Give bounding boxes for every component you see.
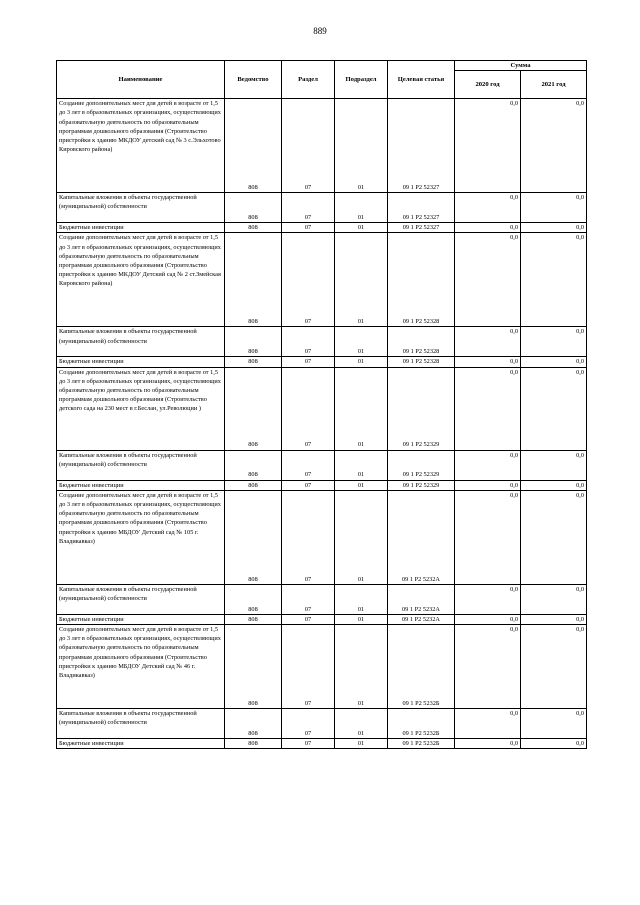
row-section: 07	[282, 223, 335, 233]
row-sum-2021: 0,0	[521, 327, 587, 357]
row-department: 808	[225, 614, 282, 624]
row-department: 808	[225, 490, 282, 584]
table-row	[57, 99, 587, 193]
page-number: 889	[313, 26, 327, 36]
row-section: 07	[282, 450, 335, 480]
row-subsection: 01	[335, 450, 388, 480]
row-target-article: 09 1 Р2 52328	[388, 233, 455, 327]
row-target-article: 09 1 Р2 5232Б	[388, 709, 455, 739]
row-target-article: 09 1 Р2 52329	[388, 450, 455, 480]
row-sum-2020: 0,0	[455, 223, 521, 233]
row-department: 808	[225, 709, 282, 739]
header-subsection: Подраздел	[335, 61, 388, 99]
row-sum-2020: 0,0	[455, 193, 521, 223]
row-department: 808	[225, 625, 282, 709]
row-sum-2021: 0,0	[521, 99, 587, 193]
row-subsection: 01	[335, 490, 388, 584]
row-target-article: 09 1 Р2 52328	[388, 357, 455, 367]
row-section: 07	[282, 614, 335, 624]
row-target-article: 09 1 Р2 5232А	[388, 614, 455, 624]
row-sum-2020: 0,0	[455, 99, 521, 193]
row-name: Капитальные вложения в объекты государственной (муниципальной) собственности	[57, 450, 225, 480]
row-name: Бюджетные инвестиции	[57, 223, 225, 233]
row-department: 808	[225, 480, 282, 490]
table-row	[57, 357, 587, 367]
table-row	[57, 480, 587, 490]
row-section: 07	[282, 490, 335, 584]
row-subsection: 01	[335, 584, 388, 614]
row-subsection: 01	[335, 367, 388, 450]
row-subsection: 01	[335, 625, 388, 709]
row-section: 07	[282, 99, 335, 193]
row-sum-2020: 0,0	[455, 450, 521, 480]
header-sum: Сумма	[455, 61, 587, 71]
table-row	[57, 327, 587, 357]
row-target-article: 09 1 Р2 52327	[388, 193, 455, 223]
row-sum-2020: 0,0	[455, 327, 521, 357]
row-sum-2021: 0,0	[521, 625, 587, 709]
row-name: Капитальные вложения в объекты государственной (муниципальной) собственности	[57, 709, 225, 739]
row-section: 07	[282, 367, 335, 450]
row-sum-2021: 0,0	[521, 614, 587, 624]
row-department: 808	[225, 584, 282, 614]
header-year-2021: 2021 год	[521, 71, 587, 99]
row-section: 07	[282, 233, 335, 327]
table-row	[57, 193, 587, 223]
row-name: Бюджетные инвестиции	[57, 480, 225, 490]
row-section: 07	[282, 709, 335, 739]
row-department: 808	[225, 233, 282, 327]
row-name: Создание дополнительных мест для детей в возрасте от 1,5 до 3 лет в образовательных организациях, осуществляющих образовательную деятельность по образовательным программам дошкольного образования (Строительство пристройки к зданию МБДОУ Детский сад № 105 г. Владикавказ)	[57, 490, 225, 584]
row-sum-2021: 0,0	[521, 223, 587, 233]
row-sum-2021: 0,0	[521, 480, 587, 490]
row-target-article: 09 1 Р2 52329	[388, 480, 455, 490]
row-subsection: 01	[335, 327, 388, 357]
table-row	[57, 367, 587, 450]
row-sum-2021: 0,0	[521, 193, 587, 223]
row-name: Бюджетные инвестиции	[57, 739, 225, 749]
row-subsection: 01	[335, 480, 388, 490]
row-sum-2021: 0,0	[521, 709, 587, 739]
row-name: Капитальные вложения в объекты государственной (муниципальной) собственности	[57, 193, 225, 223]
row-department: 808	[225, 739, 282, 749]
row-name: Создание дополнительных мест для детей в возрасте от 1,5 до 3 лет в образовательных организациях, осуществляющих образовательную деятельность по образовательным программам дошкольного образования (Строительство пристройки к зданию МКДОУ детский сад № 3 с.Эльхотово Кировского района)	[57, 99, 225, 193]
table-row	[57, 223, 587, 233]
row-subsection: 01	[335, 739, 388, 749]
row-sum-2021: 0,0	[521, 367, 587, 450]
row-section: 07	[282, 193, 335, 223]
table-row	[57, 490, 587, 584]
row-sum-2020: 0,0	[455, 490, 521, 584]
row-sum-2021: 0,0	[521, 584, 587, 614]
row-department: 808	[225, 367, 282, 450]
row-section: 07	[282, 584, 335, 614]
header-section: Раздел	[282, 61, 335, 99]
row-target-article: 09 1 Р2 5232А	[388, 584, 455, 614]
row-target-article: 09 1 Р2 5232А	[388, 490, 455, 584]
row-sum-2021: 0,0	[521, 450, 587, 480]
row-name: Капитальные вложения в объекты государственной (муниципальной) собственности	[57, 584, 225, 614]
table-row	[57, 233, 587, 327]
row-sum-2020: 0,0	[455, 480, 521, 490]
row-target-article: 09 1 Р2 5232Б	[388, 739, 455, 749]
table-row	[57, 739, 587, 749]
budget-table	[56, 60, 587, 749]
header-name: Наименование	[57, 61, 225, 99]
header-row-top	[57, 61, 587, 71]
row-sum-2021: 0,0	[521, 739, 587, 749]
table-row	[57, 584, 587, 614]
row-sum-2020: 0,0	[455, 625, 521, 709]
row-target-article: 09 1 Р2 52329	[388, 367, 455, 450]
row-sum-2020: 0,0	[455, 709, 521, 739]
row-subsection: 01	[335, 614, 388, 624]
row-target-article: 09 1 Р2 5232Б	[388, 625, 455, 709]
row-sum-2020: 0,0	[455, 357, 521, 367]
row-subsection: 01	[335, 233, 388, 327]
row-target-article: 09 1 Р2 52327	[388, 99, 455, 193]
row-name: Бюджетные инвестиции	[57, 614, 225, 624]
row-section: 07	[282, 480, 335, 490]
row-section: 07	[282, 327, 335, 357]
row-section: 07	[282, 625, 335, 709]
row-department: 808	[225, 357, 282, 367]
header-target-article: Целевая статья	[388, 61, 455, 99]
table-row	[57, 709, 587, 739]
row-name: Создание дополнительных мест для детей в возрасте от 1,5 до 3 лет в образовательных организациях, осуществляющих образовательную деятельность по образовательным программам дошкольного образования (Строительство детского сада на 230 мест в г.Беслан, ул.Революции )	[57, 367, 225, 450]
row-section: 07	[282, 357, 335, 367]
row-name: Создание дополнительных мест для детей в возрасте от 1,5 до 3 лет в образовательных организациях, осуществляющих образовательную деятельность по образовательным программам дошкольного образования (Строительство пристройки к зданию МБДОУ Детский сад № 46 г. Владикавказ)	[57, 625, 225, 709]
row-department: 808	[225, 99, 282, 193]
row-subsection: 01	[335, 357, 388, 367]
row-sum-2021: 0,0	[521, 357, 587, 367]
row-department: 808	[225, 450, 282, 480]
row-sum-2020: 0,0	[455, 233, 521, 327]
row-section: 07	[282, 739, 335, 749]
header-year-2020: 2020 год	[455, 71, 521, 99]
row-sum-2020: 0,0	[455, 739, 521, 749]
row-department: 808	[225, 193, 282, 223]
row-subsection: 01	[335, 709, 388, 739]
row-name: Создание дополнительных мест для детей в возрасте от 1,5 до 3 лет в образовательных организациях, осуществляющих образовательную деятельность по образовательным программам дошкольного образования (Строительство пристройки к зданию МКДОУ Детский сад № 2 ст.Змейская Кировского района)	[57, 233, 225, 327]
row-sum-2021: 0,0	[521, 490, 587, 584]
row-name: Капитальные вложения в объекты государственной (муниципальной) собственности	[57, 327, 225, 357]
row-sum-2020: 0,0	[455, 614, 521, 624]
row-department: 808	[225, 327, 282, 357]
row-target-article: 09 1 Р2 52327	[388, 223, 455, 233]
row-name: Бюджетные инвестиции	[57, 357, 225, 367]
row-sum-2020: 0,0	[455, 584, 521, 614]
row-subsection: 01	[335, 99, 388, 193]
row-sum-2021: 0,0	[521, 233, 587, 327]
row-sum-2020: 0,0	[455, 367, 521, 450]
table-body	[57, 99, 587, 749]
table-row	[57, 625, 587, 709]
row-department: 808	[225, 223, 282, 233]
row-target-article: 09 1 Р2 52328	[388, 327, 455, 357]
table-row	[57, 450, 587, 480]
row-subsection: 01	[335, 193, 388, 223]
row-subsection: 01	[335, 223, 388, 233]
header-department: Ведомство	[225, 61, 282, 99]
table-row	[57, 614, 587, 624]
